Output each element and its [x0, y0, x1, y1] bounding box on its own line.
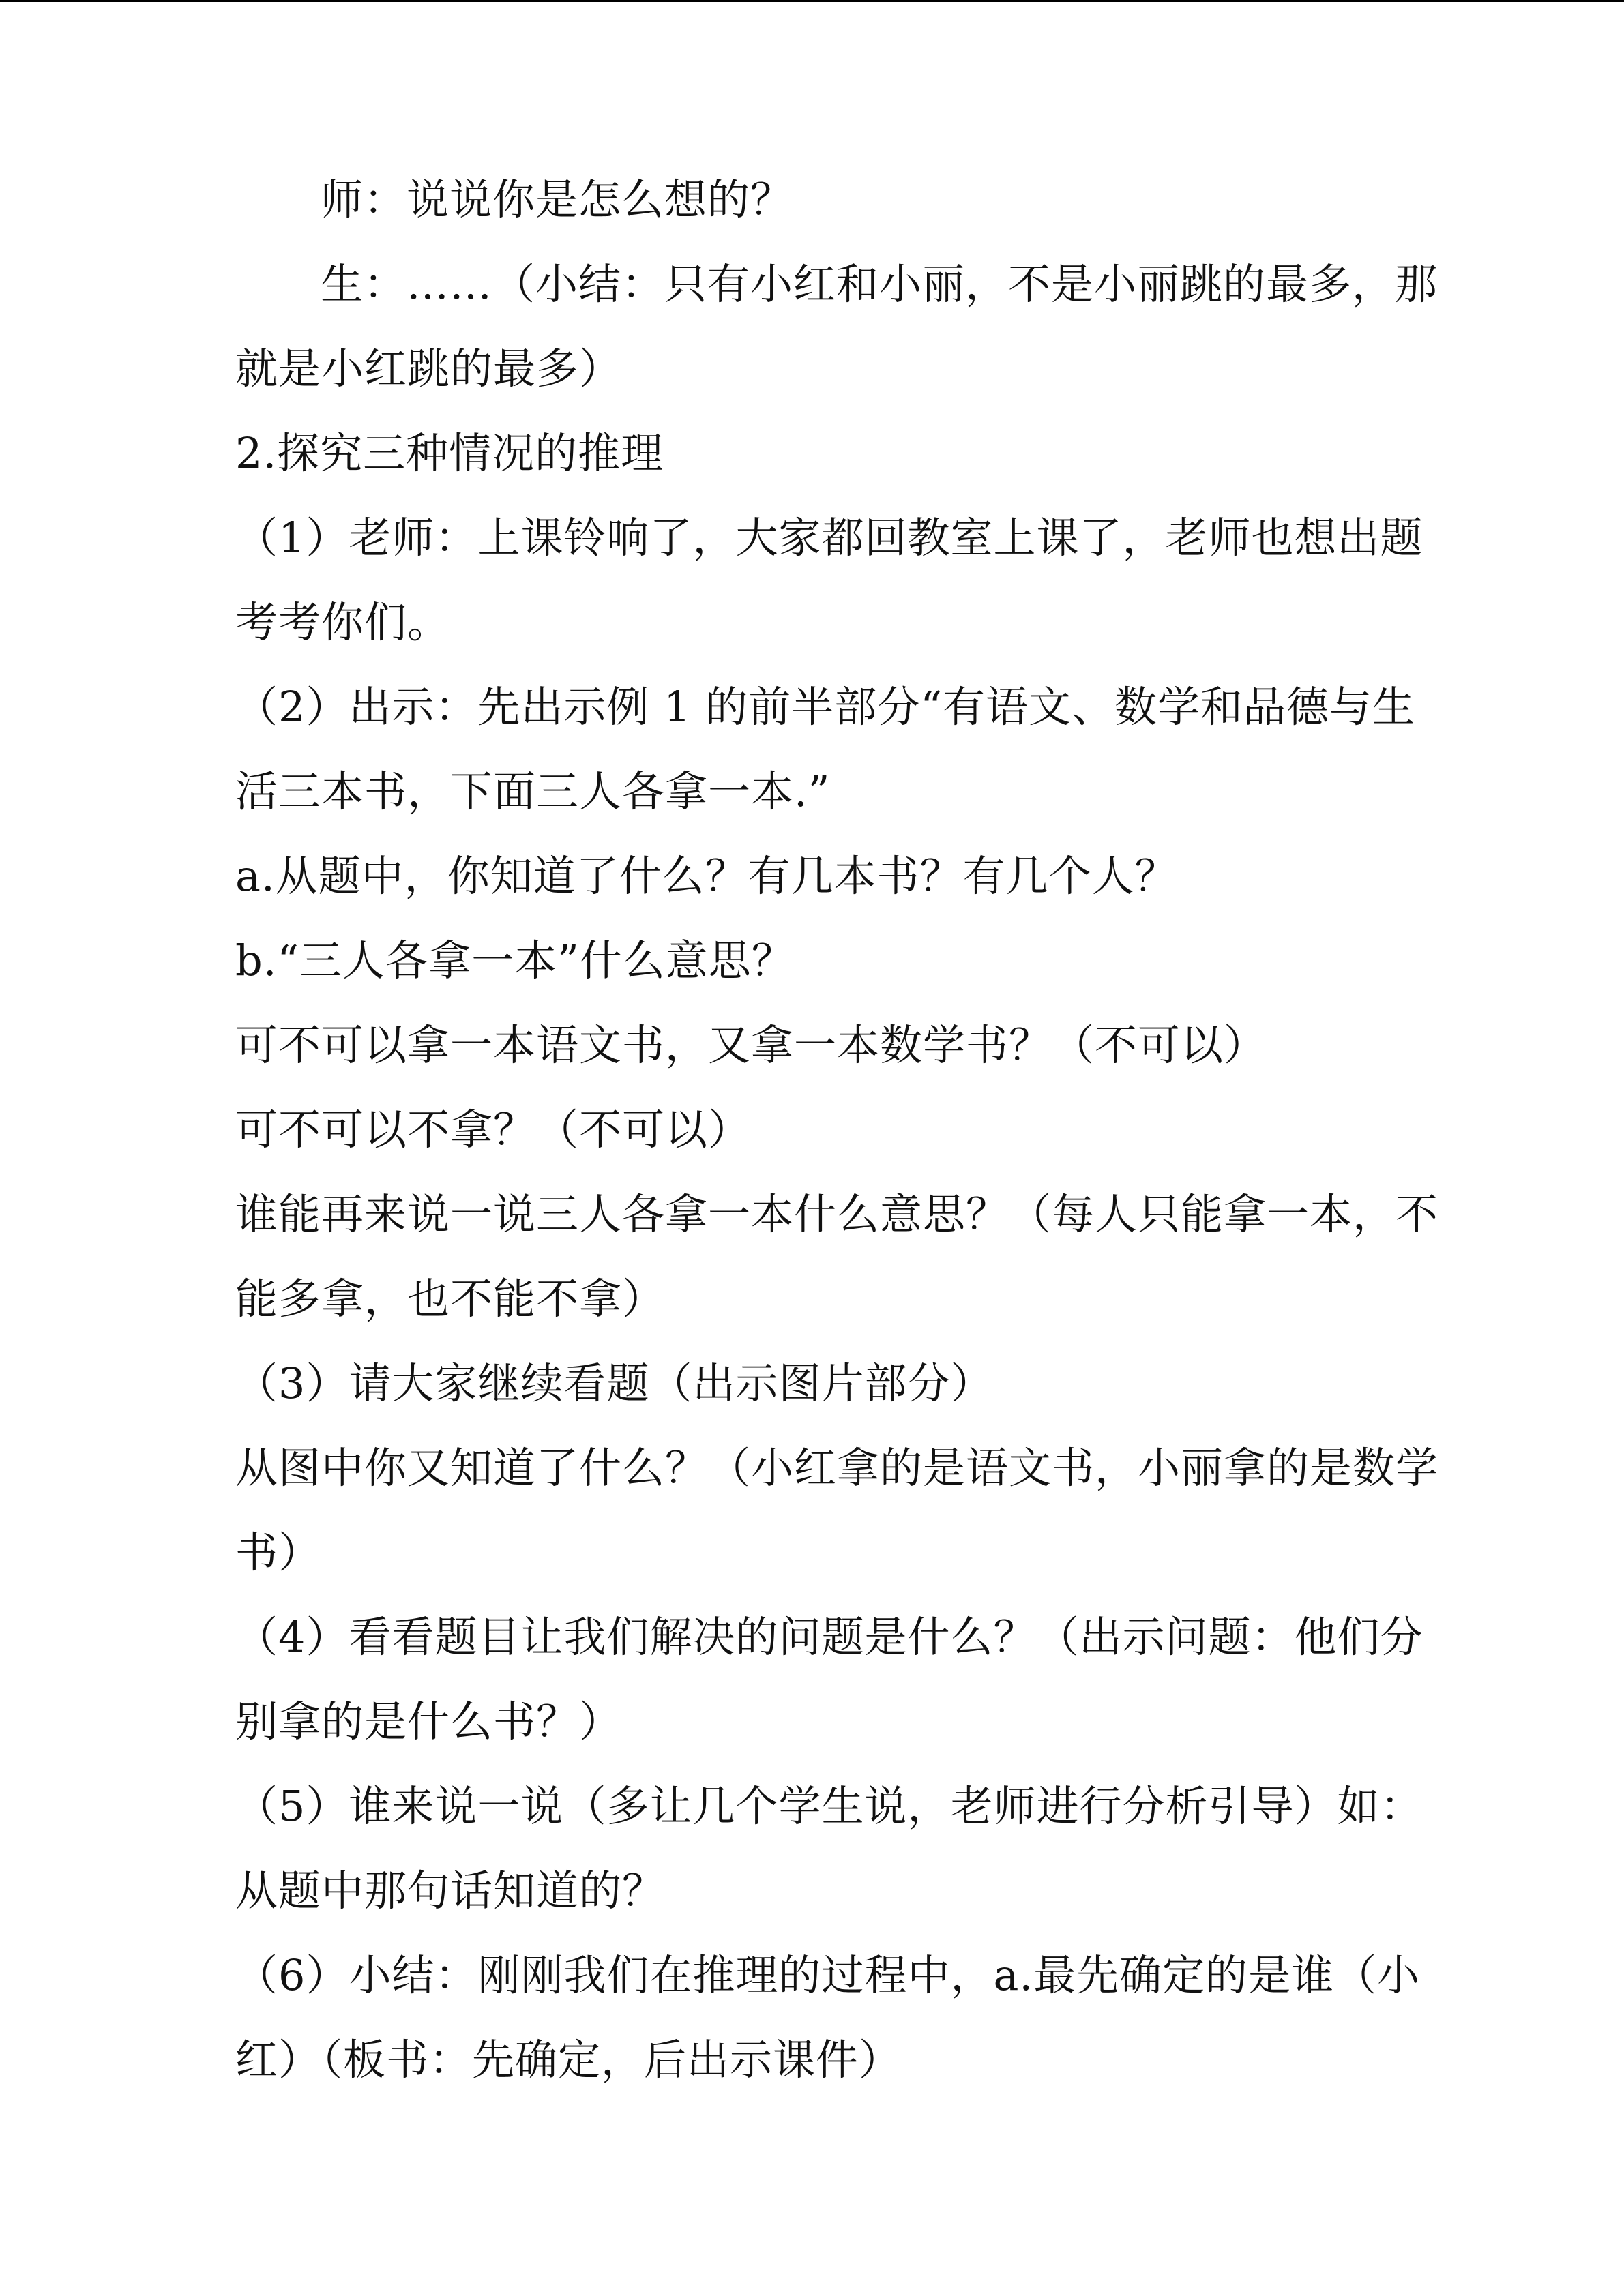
text-line-15: （3）请大家继续看题（出示图片部分） — [235, 1358, 994, 1408]
text-line-14: 能多拿，也不能不拿） — [235, 1274, 666, 1324]
section-heading: 2.探究三种情况的推理 — [235, 428, 664, 478]
text-line-21: 从题中那句话知道的？ — [235, 1866, 666, 1915]
text-line-6: 考考你们。 — [235, 597, 451, 647]
text-line-10: b.“三人各拿一本”什么意思？ — [235, 936, 795, 985]
text-line-3: 就是小红跳的最多） — [235, 344, 623, 393]
text-line-1: 师：说说你是怎么想的？ — [321, 175, 794, 224]
text-line-13: 谁能再来说一说三人各拿一本什么意思？（每人只能拿一本，不 — [235, 1189, 1439, 1239]
text-line-11: 可不可以拿一本语文书，又拿一本数学书？（不可以） — [235, 1020, 1267, 1070]
text-line-9: a.从题中，你知道了什么？有几本书？有几个人？ — [235, 851, 1178, 901]
text-line-19: 别拿的是什么书？） — [235, 1697, 623, 1746]
text-line-7: （2）出示：先出示例 1 的前半部分“有语文、数学和品德与生 — [235, 682, 1416, 732]
text-line-18: （4）看看题目让我们解决的问题是什么？（出示问题：他们分 — [235, 1612, 1423, 1662]
text-line-16: 从图中你又知道了什么？（小红拿的是语文书，小丽拿的是数学 — [235, 1443, 1439, 1493]
text-line-23: 红）（板书：先确定，后出示课件） — [235, 2035, 902, 2085]
text-line-2: 生：……（小结：只有小红和小丽，不是小丽跳的最多，那 — [321, 259, 1438, 309]
text-line-17: 书） — [235, 1527, 322, 1577]
text-line-22: （6）小结：刚刚我们在推理的过程中，a.最先确定的是谁（小 — [235, 1950, 1421, 2000]
text-line-20: （5）谁来说一说（多让几个学生说，老师进行分析引导）如： — [235, 1781, 1423, 1831]
text-line-8: 活三本书，下面三人各拿一本.” — [235, 766, 831, 816]
text-line-12: 可不可以不拿？（不可以） — [235, 1105, 752, 1154]
text-line-5: （1）老师：上课铃响了，大家都回教室上课了，老师也想出题 — [235, 513, 1423, 563]
